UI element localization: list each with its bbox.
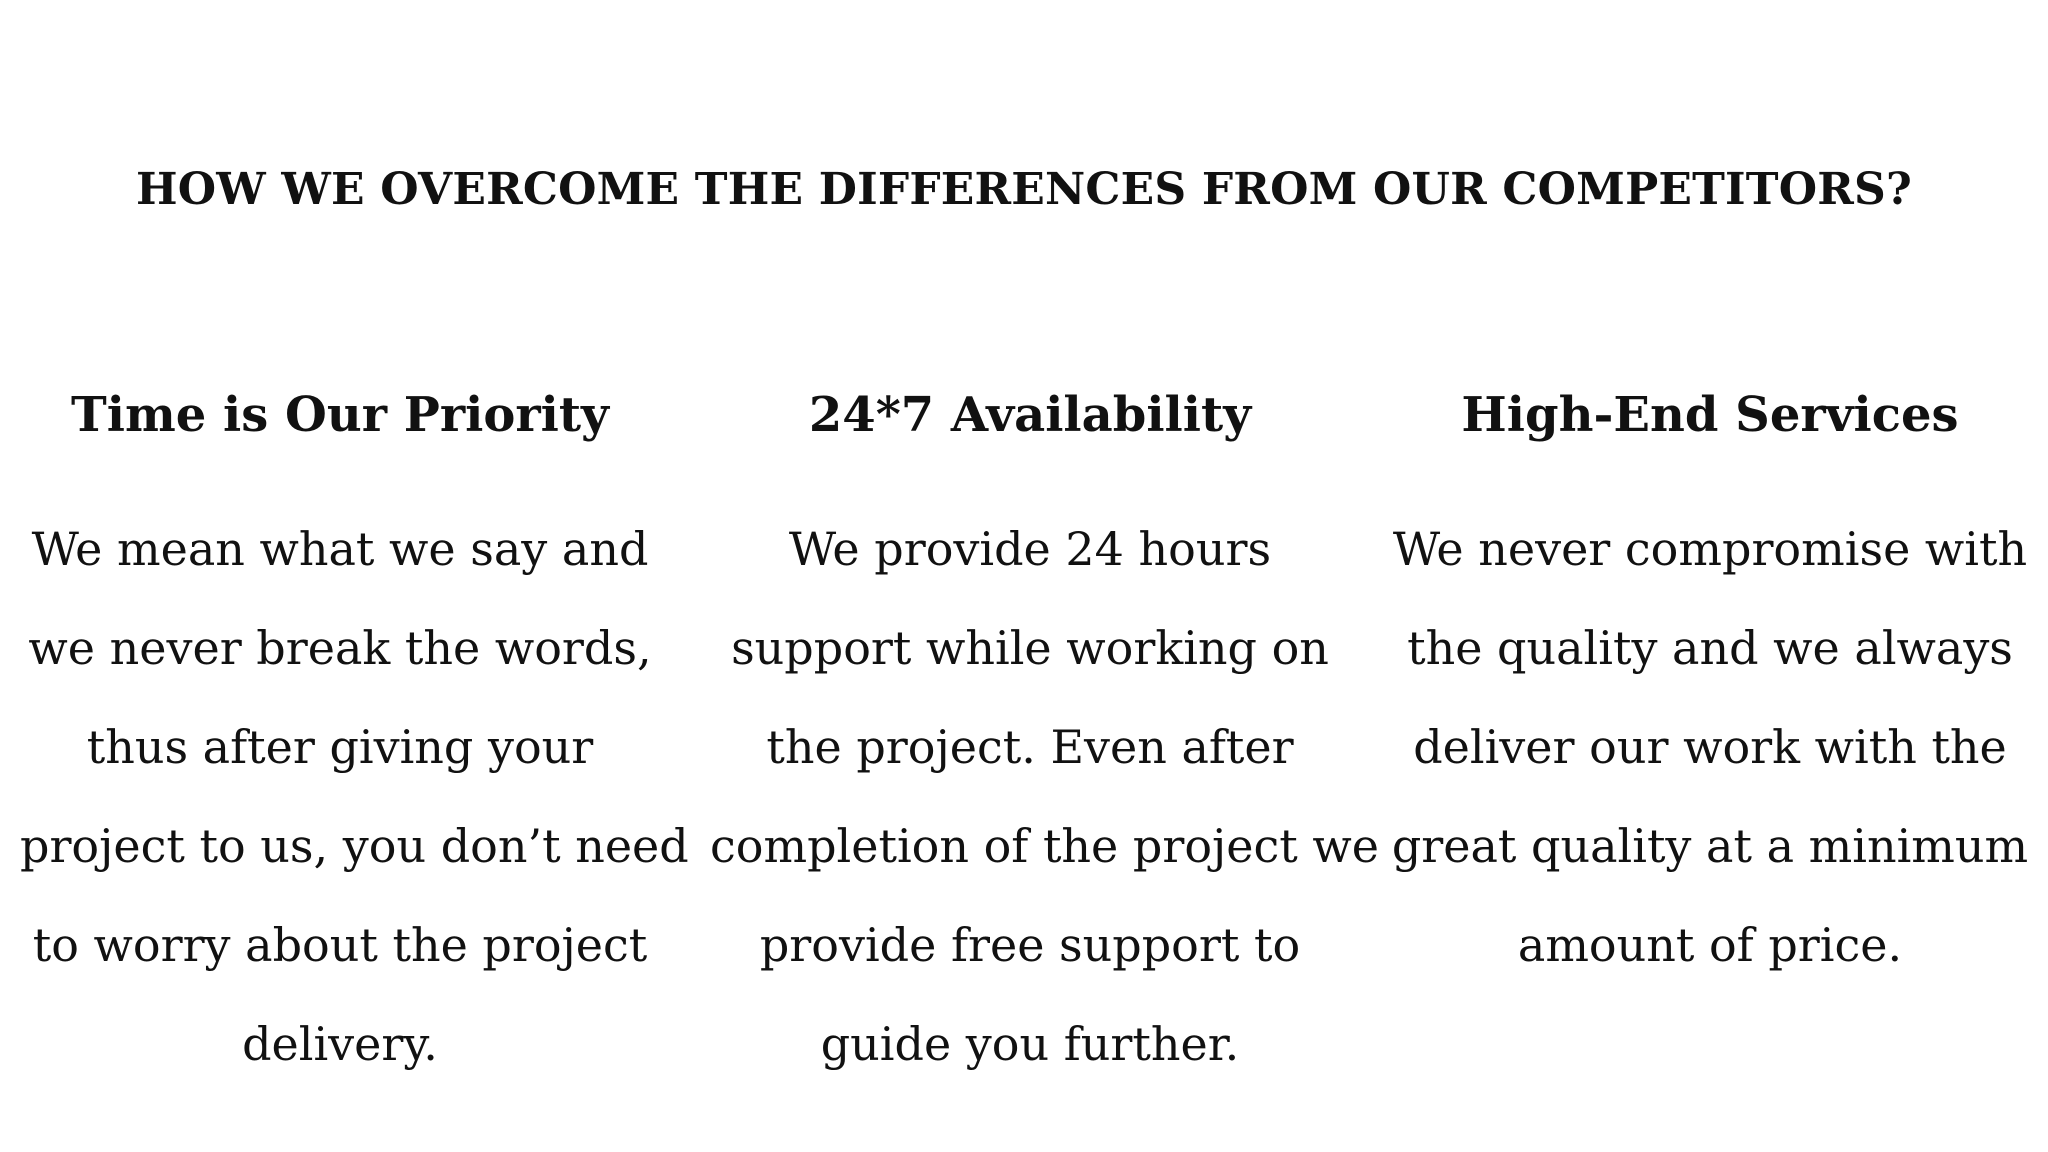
description-line: completion of the project we bbox=[710, 819, 1379, 873]
description-line: thus after giving your bbox=[86, 720, 594, 774]
feature-description bbox=[20, 500, 689, 1094]
feature-availability bbox=[710, 385, 1379, 1094]
description-line: We mean what we say and bbox=[31, 522, 649, 576]
description-line: We never compromise with bbox=[1392, 522, 2028, 576]
description-line: We provide 24 hours bbox=[788, 522, 1272, 576]
description-line: delivery. bbox=[242, 1017, 438, 1071]
description-line: we never break the words, bbox=[28, 621, 652, 675]
feature-heading: High-End Services bbox=[1461, 387, 1959, 443]
description-line: the project. Even after bbox=[766, 720, 1294, 774]
description-line: provide free support to bbox=[759, 918, 1301, 972]
feature-description bbox=[710, 500, 1379, 1094]
description-line: great quality at a minimum bbox=[1391, 819, 2029, 873]
feature-description bbox=[1385, 500, 2035, 995]
description-line: deliver our work with the bbox=[1413, 720, 2007, 774]
description-line: project to us, you don’t need bbox=[20, 819, 689, 873]
page-title: HOW WE OVERCOME THE DIFFERENCES FROM OUR COMPETITORS? bbox=[135, 164, 1913, 215]
feature-time-priority bbox=[20, 385, 689, 1094]
feature-high-end-services bbox=[1385, 385, 2035, 995]
description-line: support while working on bbox=[731, 621, 1329, 675]
feature-heading: 24*7 Availability bbox=[808, 387, 1252, 443]
description-line: amount of price. bbox=[1517, 918, 1903, 972]
feature-heading: Time is Our Priority bbox=[71, 387, 609, 443]
description-line: to worry about the project bbox=[32, 918, 648, 972]
description-line: guide you further. bbox=[820, 1017, 1240, 1071]
description-line: the quality and we always bbox=[1407, 621, 2013, 675]
